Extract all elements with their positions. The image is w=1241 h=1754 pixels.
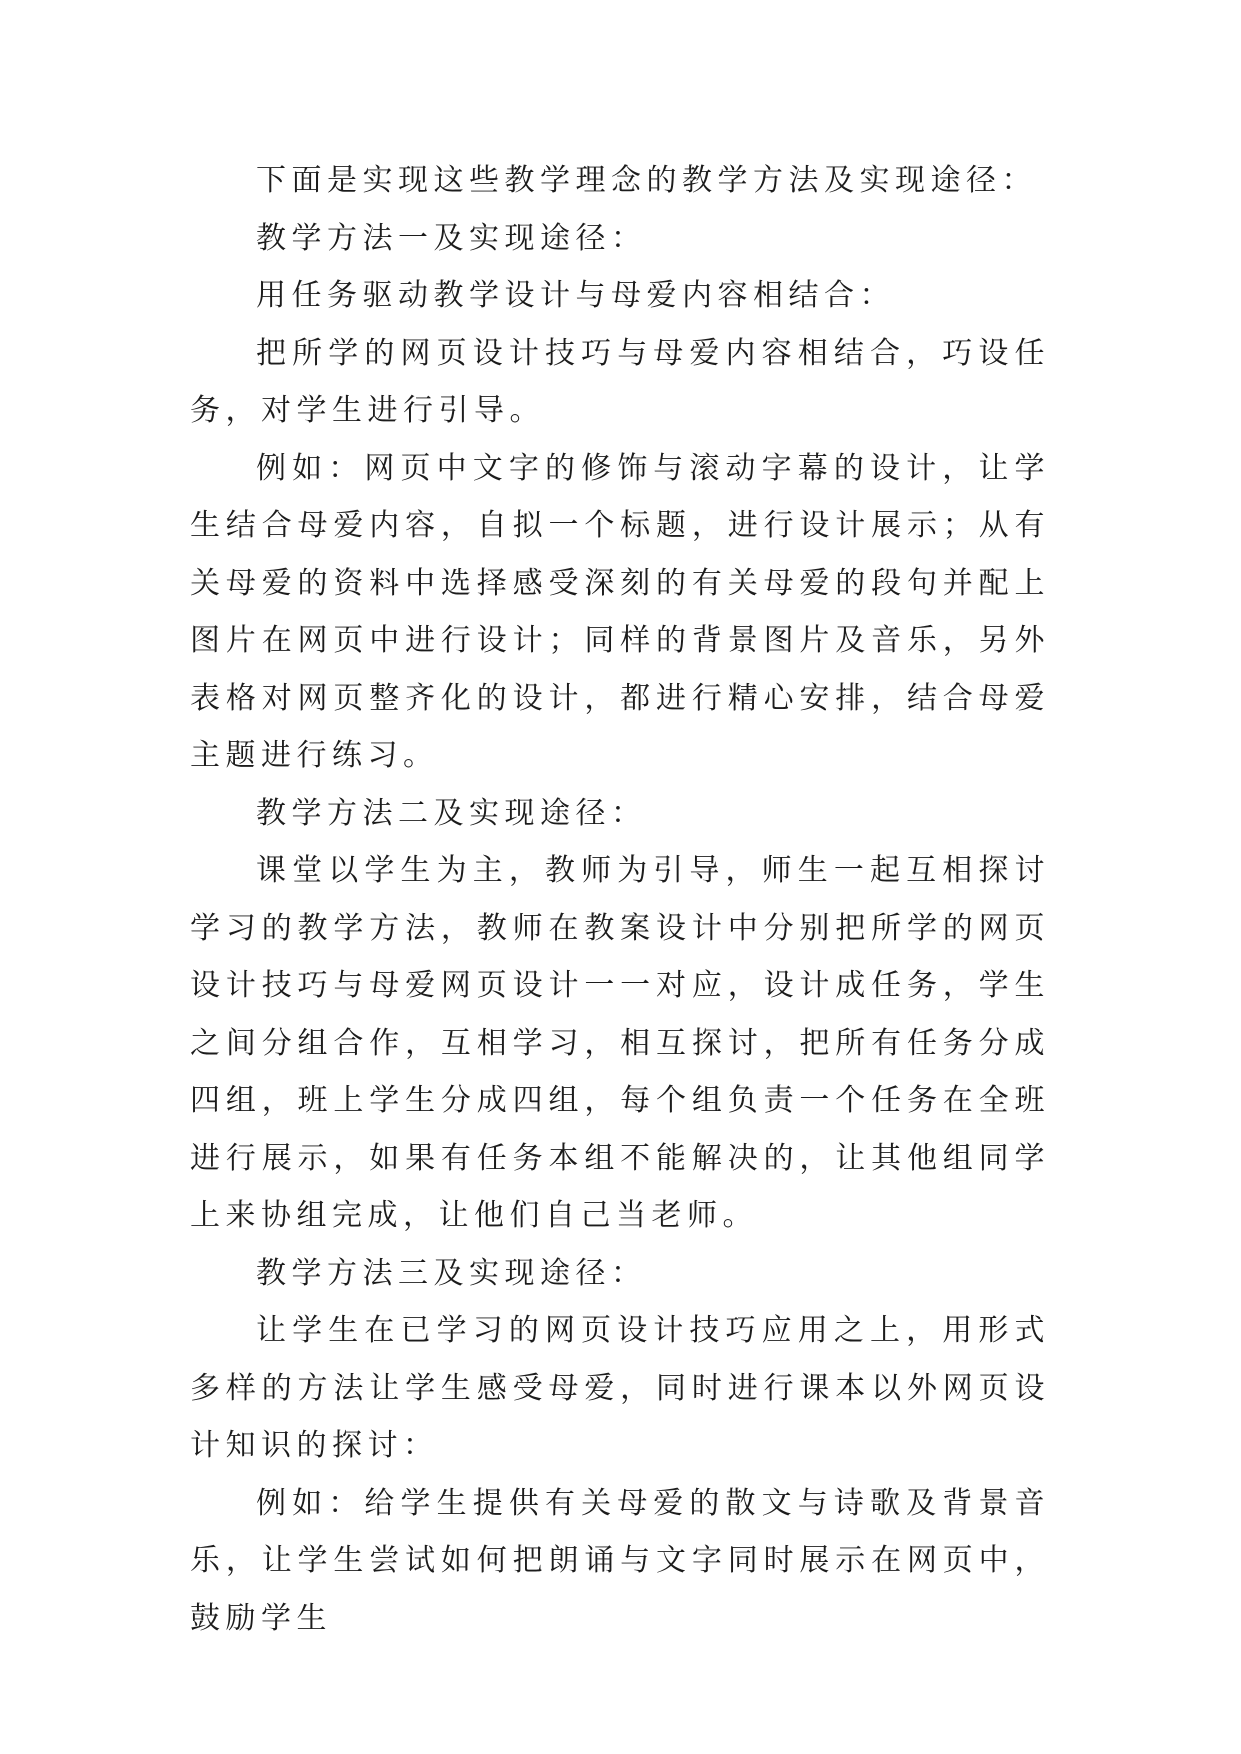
paragraph-method-1-example: 例如：网页中文字的修饰与滚动字幕的设计，让学生结合母爱内容，自拟一个标题，进行设计展示；从有关母爱的资料中选择感受深刻的有关母爱的段句并配上图片在网页中进行设计；同样的背景图片及音乐，另外表格对网页整齐化的设计，都进行精心安排，结合母爱主题进行练习。 [190,450,1050,773]
paragraph-intro: 下面是实现这些教学理念的教学方法及实现途径： [256,163,1037,198]
paragraph-method-1-title: 用任务驱动教学设计与母爱内容相结合： [256,278,895,313]
heading-method-2: 教学方法二及实现途径： [256,795,647,831]
document-page [190,152,1050,1647]
paragraph-method-1-desc: 把所学的网页设计技巧与母爱内容相结合，巧设任务，对学生进行引导。 [190,335,1050,428]
paragraph-method-2-desc: 课堂以学生为主，教师为引导，师生一起互相探讨学习的教学方法，教师在教案设计中分别把所学的网页设计技巧与母爱网页设计一一对应，设计成任务，学生之间分组合作，互相学习，相互探讨，把所有任务分成四组，班上学生分成四组，每个组负责一个任务在全班进行展示，如果有任务本组不能解决的，让其他组同学上来协组完成，让他们自己当老师。 [190,853,1050,1233]
paragraph-method-3-desc: 让学生在已学习的网页设计技巧应用之上，用形式多样的方法让学生感受母爱，同时进行课本以外网页设计知识的探讨： [190,1313,1050,1463]
paragraph-method-3-example: 例如：给学生提供有关母爱的散文与诗歌及背景音乐，让学生尝试如何把朗诵与文字同时展示在网页中，鼓励学生 [190,1485,1050,1636]
heading-method-1: 教学方法一及实现途径： [256,220,647,256]
heading-method-3: 教学方法三及实现途径： [256,1255,647,1291]
